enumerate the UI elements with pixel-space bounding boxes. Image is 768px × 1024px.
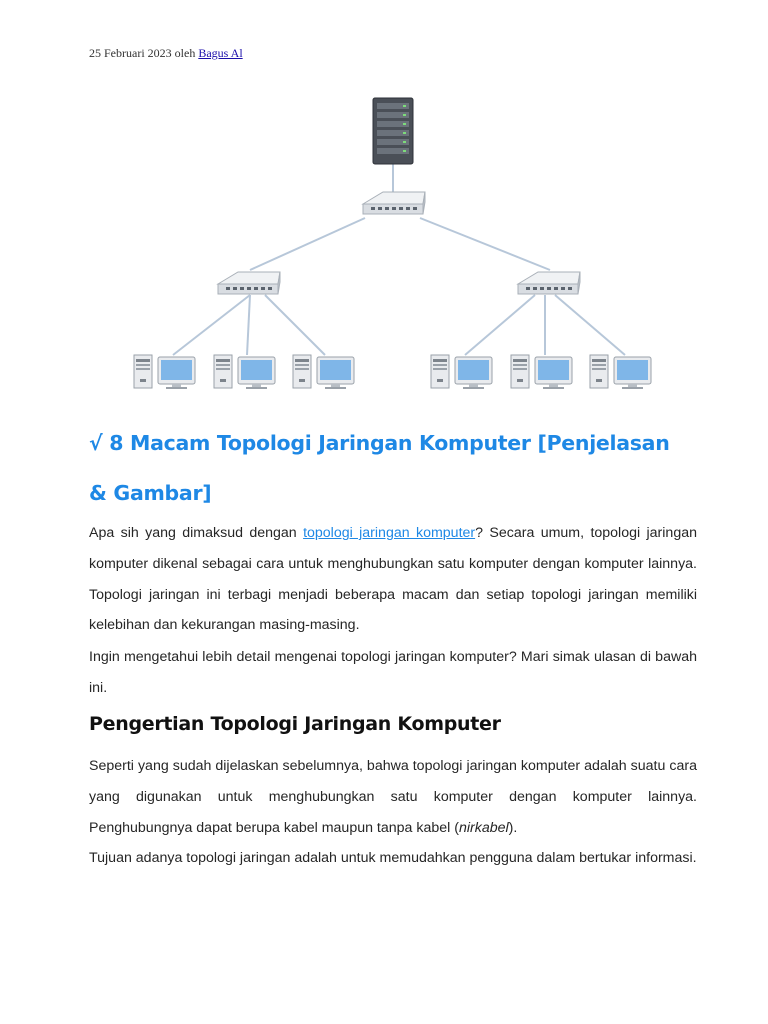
- network-cables: [173, 160, 625, 355]
- post-date-author: 25 Februari 2023 oleh: [89, 46, 199, 60]
- post-meta: [89, 46, 243, 61]
- network-switch-icon: [518, 272, 580, 294]
- server-icon: [373, 98, 413, 164]
- section-heading-pengertian: Pengertian Topologi Jaringan Komputer: [89, 713, 501, 735]
- author-link[interactable]: Bagus Al: [198, 46, 243, 60]
- desktop-computer-icon: [293, 355, 354, 389]
- intro-paragraph-1: [89, 518, 697, 641]
- network-switch-icon: [363, 192, 425, 214]
- intro-text-start: Apa sih yang dimaksud dengan: [89, 525, 304, 541]
- article-title: √ 8 Macam Topologi Jaringan Komputer [Penjelasan & Gambar]: [89, 431, 670, 505]
- section-text-start: Seperti yang sudah dijelaskan sebelumnya, bahwa topologi jaringan komputer adalah suatu cara yang digunakan untuk menghubungkan satu komputer dengan komputer lainnya. Penghubungnya dapat berupa kabel maupun tanpa kabel (: [89, 758, 697, 836]
- desktop-computer-icon: [214, 355, 275, 389]
- desktop-computer-icon: [431, 355, 492, 389]
- desktop-computer-icon: [511, 355, 572, 389]
- network-switch-icon: [218, 272, 280, 294]
- intro-paragraph-2: Ingin mengetahui lebih detail mengenai topologi jaringan komputer? Mari simak ulasan di bawah ini.: [89, 649, 697, 696]
- section-paragraph-2: Tujuan adanya topologi jaringan adalah untuk memudahkan pengguna dalam bertukar informasi.: [89, 850, 697, 866]
- nirkabel-italic: nirkabel: [458, 819, 509, 836]
- section-text-end: ).: [508, 819, 518, 836]
- desktop-computer-icon: [134, 355, 195, 389]
- intro-text-rest: ? Secara umum, topologi jaringan komputer dikenal sebagai cara untuk menghubungkan satu komputer dengan komputer lainnya. Topologi jaringan ini terbagi menjadi beberapa macam dan setiap topologi jaringan memiliki kelebihan dan kekurangan masing-masing.: [89, 525, 697, 634]
- section-paragraph-1: [89, 751, 697, 843]
- desktop-computer-icon: [590, 355, 651, 389]
- tree-topology-diagram: [125, 90, 655, 400]
- topologi-jaringan-link[interactable]: topologi jaringan komputer: [303, 525, 476, 541]
